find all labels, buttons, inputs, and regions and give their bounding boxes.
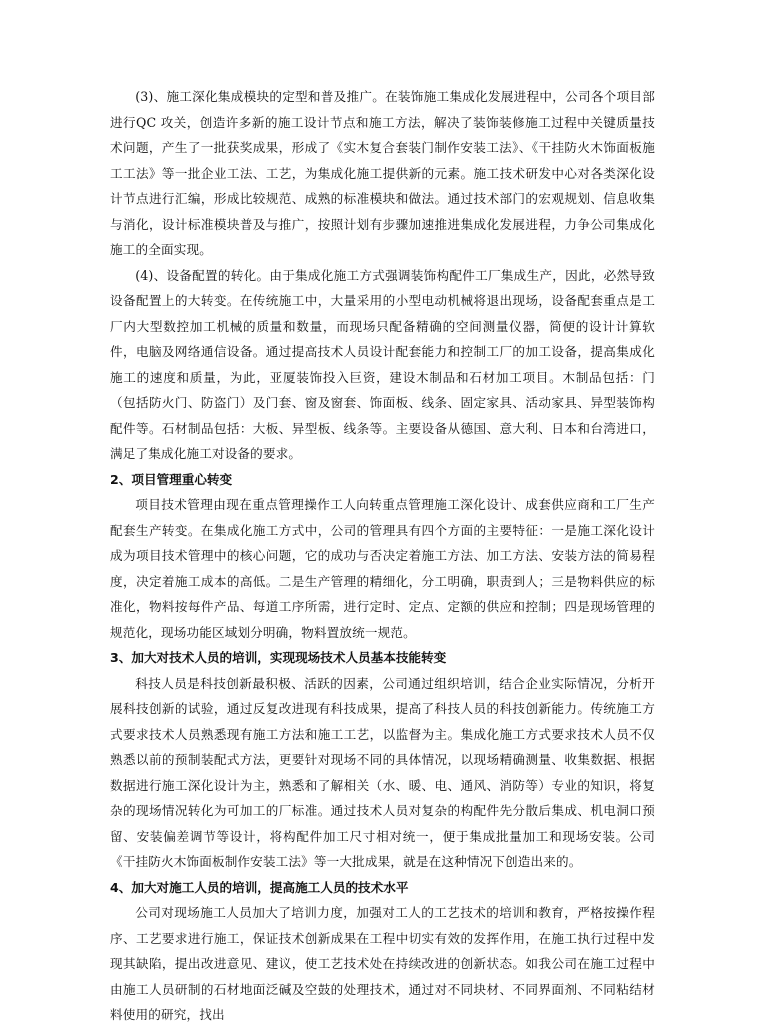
paragraph-technical-staff-training: 科技人员是科技创新最积极、活跃的因素，公司通过组织培训，结合企业实际情况，分析开展科技创新的试验，通过反复改进现有科技成果，提高了科技人员的科技创新能力。传统施工方式要求技术人员熟悉现有施工方法和施工工艺，以监督为主。集成化施工方式要求技术人员不仅熟悉以前的预制装配式方法，更要针对现场不同的具体情况，以现场精确测量、收集数据、根据数据进行施工深化设计为主，熟悉和了解相关（水、暖、电、通风、消防等）专业的知识，将复杂的现场情况转化为可加工的厂标准。通过技术人员对复杂的构配件先分散后集成、机电洞口预留、安装偏差调节等设计，将构配件加工尺寸相对统一，便于集成批量加工和现场安装。公司《干挂防火木饰面板制作安装工法》等一大批成果，就是在这种情况下创造出来的。 — [110, 675, 655, 869]
section-heading-2: 2、项目管理重心转变 — [110, 471, 233, 487]
section-heading-3: 3、加大对技术人员的培训，实现现场技术人员基本技能转变 — [110, 650, 447, 665]
paragraph-project-management: 项目技术管理由现在重点管理操作工人向转重点管理施工深化设计、成套供应商和工厂生产配套生产转变。在集成化施工方式中，公司的管理具有四个方面的主要特征：一是施工深化设计成为项目技术管理中的核心问题，它的成功与否决定着施工方法、加工方法、安装方法的简易程度，决定着施工成本的高低。二是生产管理的精细化，分工明确，职责到人；三是物料供应的标准化，物料按每件产品、每道工序所需，进行定时、定点、定额的供应和控制；四是现场管理的规范化，现场功能区域划分明确，物料置放统一规范。 — [110, 497, 655, 640]
paragraph-4-equipment-transformation: (4)、设备配置的转化。由于集成化施工方式强调装饰构配件工厂集成生产，因此，必然导致设备配置上的大转变。在传统施工中，大量采用的小型电动机械将退出现场，设备配套重点是工厂内大型数控加工机械的质量和数量，而现场只配备精确的空间测量仪器，简便的设计计算软件，电脑及网络通信设备。通过提高技术人员设计配套能力和控制工厂的加工设备，提高集成化施工的速度和质量，为此，亚厦装饰投入巨资，建设木制品和石材加工项目。木制品包括：门（包括防火门、防盗门）及门套、窗及窗套、饰面板、线条、固定家具、活动家具、异型装饰构配件等。石材制品包括：大板、异型板、线条等。主要设备从德国、意大利、日本和台湾进口，满足了集成化施工对设备的要求。 — [110, 267, 655, 461]
paragraph-construction-staff-training: 公司对现场施工人员加大了培训力度，加强对工人的工艺技术的培训和教育，严格按操作程序、工艺要求进行施工，保证技术创新成果在工程中切实有效的发挥作用，在施工执行过程中发现其缺陷，提出改进意见、建议，使工艺技术处在持续改进的创新状态。如我公司在施工过程中由施工人员研制的石材地面泛碱及空鼓的处理技术，通过对不同块材、不同界面剂、不同粘结材料使用的研究，找出 — [110, 905, 655, 1022]
document-body — [110, 84, 655, 1028]
section-heading-4: 4、加大对施工人员的培训，提高施工人员的技术水平 — [110, 879, 409, 895]
paragraph-3-module-promotion: (3)、施工深化集成模块的定型和普及推广。在装饰施工集成化发展进程中，公司各个项目部进行QC 攻关，创造许多新的施工设计节点和施工方法，解决了装饰装修施工过程中关键质量技术问题，产生了一批获奖成果，形成了《实木复合套装门制作安装工法》、《干挂防火木饰面板施工工法》等一批企业工法、工艺，为集成化施工提供新的元素。施工技术研发中心对各类深化设计节点进行汇编，形成比较规范、成熟的标准模块和做法。通过技术部门的宏观规划、信息收集与消化，设计标准模块普及与推广，按照计划有步骤加速推进集成化发展进程，力争公司集成化施工的全面实现。 — [110, 89, 655, 257]
